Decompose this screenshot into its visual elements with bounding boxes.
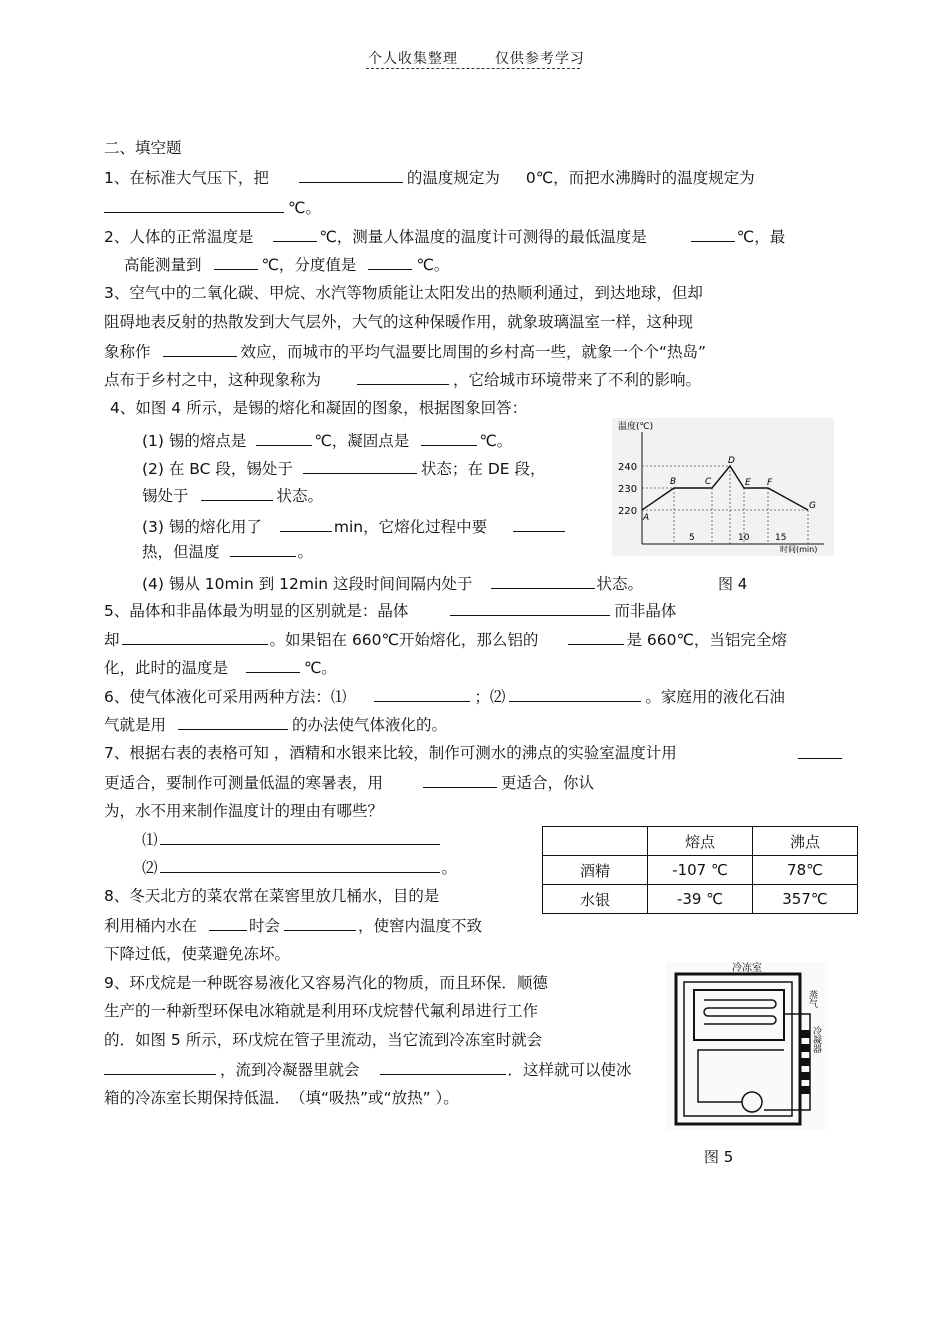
q8-blank-2[interactable] — [284, 915, 356, 931]
fig5-condenser-label: 冷凝器 — [811, 1026, 821, 1053]
fig4-ytick-220: 220 — [618, 506, 638, 517]
table-cell: -39 ℃ — [648, 885, 753, 914]
q9-blank-2[interactable] — [380, 1059, 506, 1075]
question-1-line-2: ℃。 — [104, 197, 321, 218]
question-7-line-1: 7、根据右表的表格可知 ，酒精和水银来比较，制作可测水的沸点的实验室温度计用 — [104, 744, 677, 762]
fig4-xtick-10: 10 — [738, 533, 750, 543]
question-2-line-1: 2、人体的正常温度是 ℃，测量人体温度的温度计可测得的最低温度是 ℃，最 — [104, 228, 786, 246]
table-cell: 357℃ — [753, 885, 858, 914]
question-5-line-1: 5、晶体和非晶体最为明显的区别就是：晶体 而非晶体 — [104, 602, 677, 620]
question-3-line-2: 阻碍地表反射的热散发到大气层外，大气的这种保暖作用，就象玻璃温室一样，这种现 — [104, 313, 694, 331]
fig4-point-A: A — [643, 513, 650, 523]
q9-blank-1[interactable] — [104, 1059, 216, 1075]
q4-blank-1[interactable] — [256, 430, 312, 446]
q5-blank-2[interactable] — [122, 629, 268, 645]
question-4-sub-2: (2) 在 BC 段，锡处于 状态；在 DE 段， — [142, 460, 546, 478]
question-5-line-3: 化，此时的温度是 ℃。 — [104, 659, 337, 677]
q1-blank-2[interactable] — [104, 197, 284, 213]
q2-blank-3[interactable] — [214, 254, 258, 270]
q7-blank-1[interactable] — [798, 743, 842, 759]
q7-blank-3[interactable] — [160, 829, 440, 845]
table-cell: 酒精 — [543, 856, 648, 885]
figure-5-label: 图 5 — [704, 1148, 734, 1166]
table-header-cell: 熔点 — [648, 827, 753, 856]
question-6-line-2: 气就是用 的办法使气体液化的。 — [104, 716, 448, 734]
question-3-line-4: 点布于乡村之中，这种现象称为 ，它给城市环境带来了不利的影响。 — [104, 371, 702, 389]
question-8-line-2: 利用桶内水在 时会 ，使窖内温度不致 — [104, 917, 483, 935]
table-row — [543, 856, 858, 885]
question-7-line-3: 为，水不用来制作温度计的理由有哪些？ — [104, 802, 384, 820]
table-cell: 水银 — [543, 885, 648, 914]
table-cell: -107 ℃ — [648, 856, 753, 885]
q2-blank-2[interactable] — [691, 226, 735, 242]
header-right: 仅供参考学习 — [494, 51, 585, 67]
q1-blank-1[interactable] — [299, 167, 403, 183]
question-7-reason-1: ⑴ — [142, 829, 440, 850]
question-9-line-2: 生产的一种新型环保电冰箱就是利用环戊烷替代氟利昂进行工作 — [104, 1002, 539, 1020]
question-4-sub-3b: 热，但温度 。 — [142, 543, 314, 561]
question-9-line-4: ，流到冷凝器里就会 ．这样就可以使冰 — [104, 1059, 632, 1080]
q5-blank-3[interactable] — [568, 629, 624, 645]
question-9-line-5: 箱的冷冻室长期保持低温． （填“吸热”或“放热” ）。 — [104, 1089, 459, 1107]
fig4-point-C: C — [705, 477, 712, 487]
q5-blank-1[interactable] — [450, 600, 610, 616]
fig4-point-B: B — [670, 477, 677, 487]
q4-blank-2[interactable] — [421, 430, 477, 446]
question-4-sub-2b: 锡处于 状态。 — [142, 487, 324, 505]
q7-blank-4[interactable] — [160, 857, 440, 873]
q6-blank-2[interactable] — [509, 686, 641, 702]
question-1-line-1: 1、在标准大气压下，把 的温度规定为 0℃，而把水沸腾时的温度规定为 — [104, 169, 755, 187]
table-row — [543, 885, 858, 914]
question-4-sub-3: (3) 锡的熔化用了 min，它熔化过程中要 — [142, 516, 565, 537]
fig4-xtick-15: 15 — [775, 533, 787, 543]
figure-4-graph — [612, 418, 834, 556]
figure-4-label: 图 4 — [718, 575, 748, 593]
q2-blank-4[interactable] — [368, 254, 412, 270]
question-7-line-2: 更适合，要制作可测量低温的寒暑表，用 更适合，你认 — [104, 774, 595, 792]
q4-blank-6[interactable] — [513, 516, 565, 532]
fig4-point-D: D — [728, 456, 735, 466]
fig4-ytick-230: 230 — [618, 484, 638, 495]
page-header — [368, 48, 585, 68]
question-9-line-1: 9、环戊烷是一种既容易液化又容易汽化的物质，而且环保．顺德 — [104, 974, 548, 992]
fig4-ylabel: 温度(℃) — [618, 422, 654, 432]
q3-blank-2[interactable] — [357, 369, 449, 385]
fig5-vapor-label: 蒸气 — [807, 990, 817, 1008]
question-7-reason-2: ⑵ 。 — [142, 859, 458, 877]
question-3-line-3: 象称作 效应，而城市的平均气温要比周围的乡村高一些，就象一个个“热岛” — [104, 343, 707, 361]
table-header-cell — [543, 827, 648, 856]
question-3-line-1: 3、空气中的二氧化碳、甲烷、水汽等物质能让太阳发出的热顺利通过，到达地球，但却 — [104, 284, 703, 302]
q2-blank-1[interactable] — [273, 226, 317, 242]
figure-5-diagram — [664, 960, 830, 1132]
fig4-ytick-240: 240 — [618, 462, 638, 473]
section-title: 二、填空题 — [104, 139, 182, 157]
q3-blank-1[interactable] — [163, 341, 237, 357]
fig4-point-F: F — [767, 478, 773, 488]
q5-blank-4[interactable] — [246, 657, 300, 673]
table-header-row — [543, 827, 858, 856]
question-4-sub-4: (4) 锡从 10min 到 12min 这段时间间隔内处于 状态。 — [142, 575, 644, 593]
table-cell: 78℃ — [753, 856, 858, 885]
q6-blank-1[interactable] — [374, 686, 470, 702]
question-4-sub-1: (1) 锡的熔点是 ℃，凝固点是 ℃。 — [142, 432, 513, 450]
header-left: 个人收集整理 — [368, 51, 458, 67]
question-5-line-2: 却 。如果铝在 660℃开始熔化，那么铝的 是 660℃，当铝完全熔 — [104, 631, 787, 649]
q4-blank-5[interactable] — [280, 516, 332, 532]
q4-blank-8[interactable] — [491, 573, 595, 589]
q7-blank-2[interactable] — [423, 772, 497, 788]
q8-blank-1[interactable] — [209, 915, 247, 931]
header-divider — [366, 68, 580, 69]
q4-blank-4[interactable] — [201, 485, 273, 501]
question-2-line-2: 高能测量到 ℃，分度值是 ℃。 — [124, 256, 450, 274]
fig4-xlabel: 时间(min) — [780, 545, 818, 554]
fig4-xtick-5: 5 — [689, 533, 695, 543]
q4-blank-7[interactable] — [230, 541, 296, 557]
question-9-line-3: 的．如图 5 所示，环戊烷在管子里流动，当它流到冷冻室时就会 — [104, 1031, 543, 1049]
table-header-cell: 沸点 — [753, 827, 858, 856]
question-4-intro: 4、如图 4 所示，是锡的熔化和凝固的图象，根据图象回答： — [110, 399, 528, 417]
question-8-line-1: 8、冬天北方的菜农常在菜窖里放几桶水，目的是 — [104, 887, 440, 905]
properties-table — [542, 826, 858, 914]
question-7-blank-1-wrap — [798, 743, 842, 764]
question-8-line-3: 下降过低，使菜避免冻坏。 — [104, 945, 291, 963]
fig4-point-E: E — [745, 478, 751, 488]
fig4-point-G: G — [809, 501, 816, 511]
fig5-top-label: 冷冻室 — [732, 963, 762, 974]
question-6-line-1: 6、使气体液化可采用两种方法：⑴ ；⑵ 。家庭用的液化石油 — [104, 688, 785, 706]
q4-blank-3[interactable] — [303, 458, 417, 474]
q6-blank-3[interactable] — [178, 714, 288, 730]
